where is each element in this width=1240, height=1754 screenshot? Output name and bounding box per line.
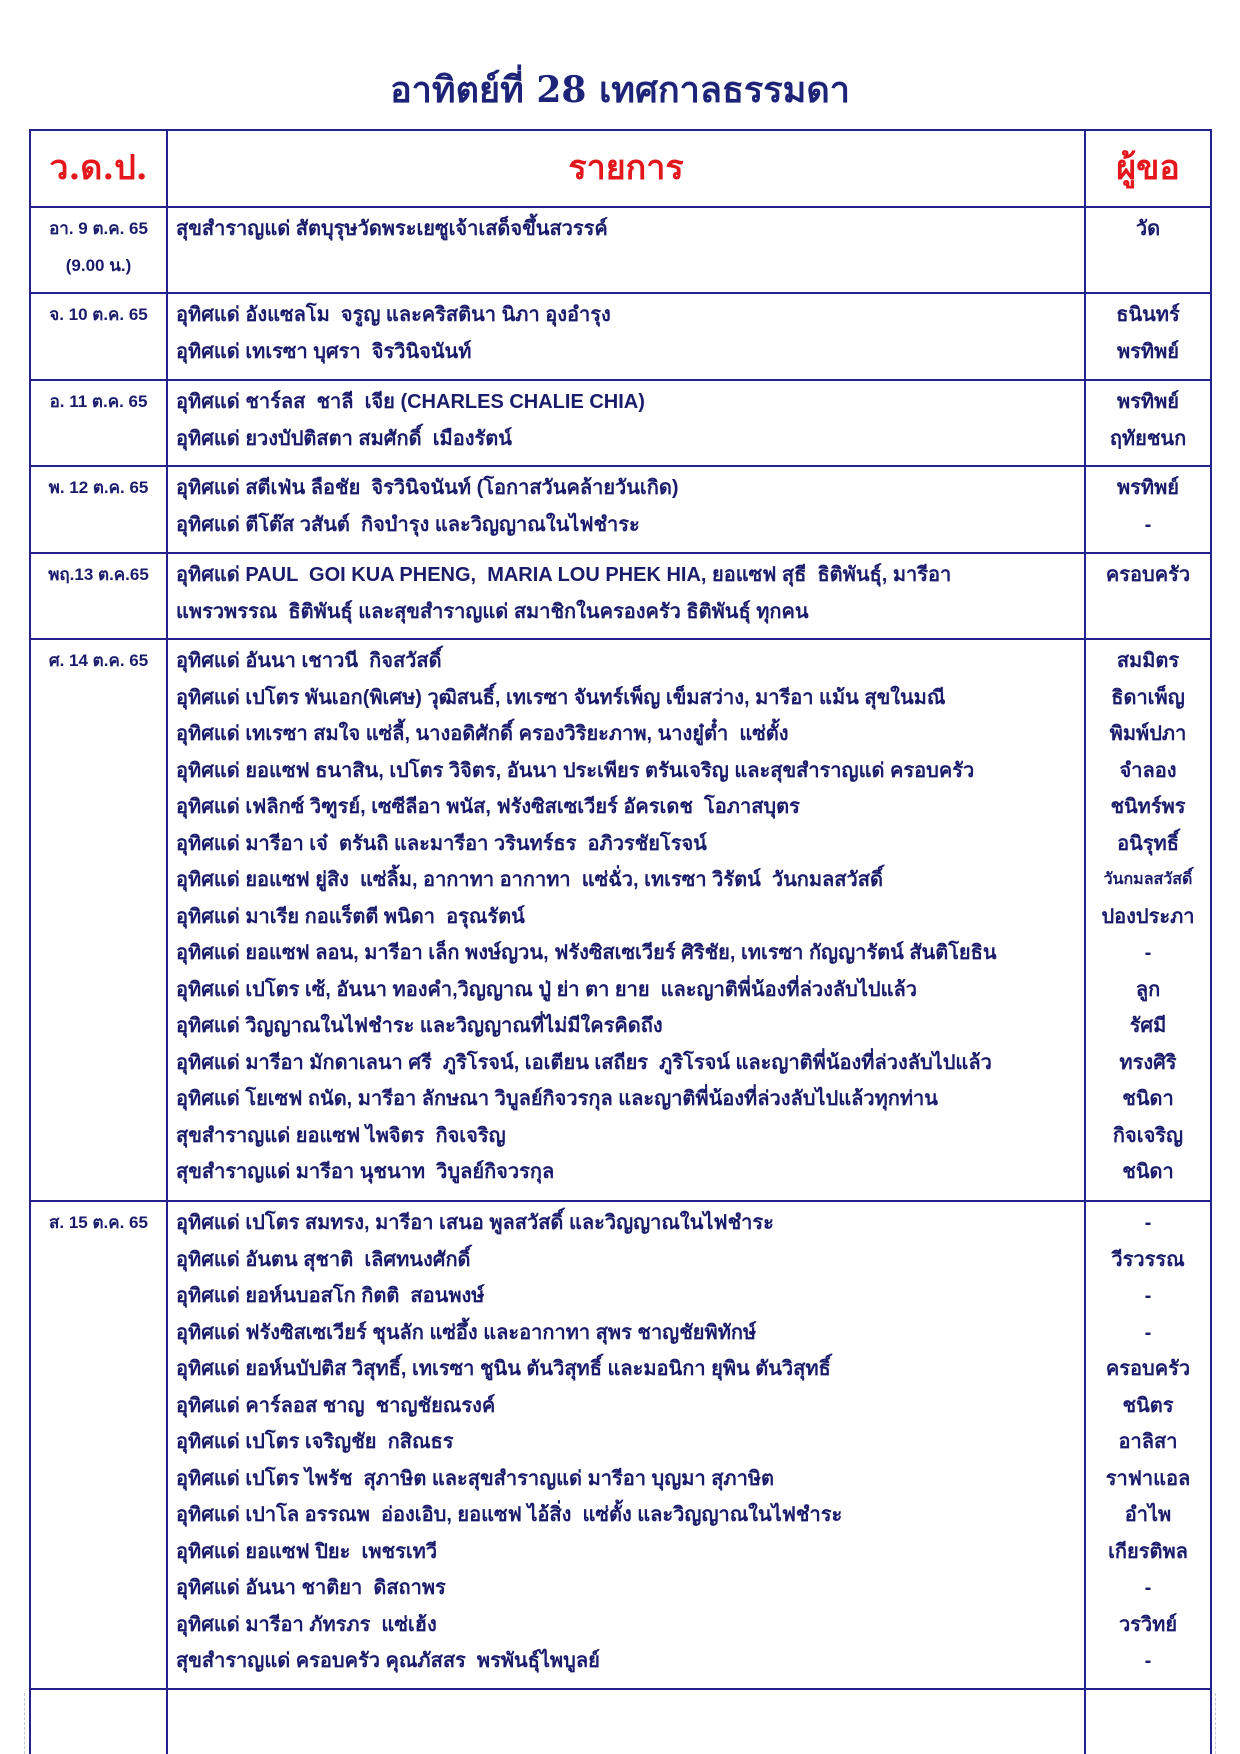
- item-line: อุทิศแด่ อังแซลโม จรูญ และคริสตินา นิภา อุงอำรุง: [176, 304, 611, 326]
- items-cell: [168, 1690, 1086, 1754]
- item-line: อุทิศแด่ เทเรซา บุศรา จิรวินิจนันท์: [176, 340, 472, 363]
- requester-line: -: [1144, 1577, 1152, 1599]
- item-line: อุทิศแด่ โยเซฟ ถนัด, มารีอา ลักษณา วิบูลย์กิจวรกุล และญาติพี่น้องที่ล่วงลับไปแล้วทุกท่าน: [176, 1088, 938, 1110]
- date-line: อ. 11 ต.ค. 65: [49, 392, 148, 411]
- date-cell: [31, 1690, 168, 1754]
- item-line: อุทิศแด่ ชาร์ลส ชาลี เจีย (CHARLES CHALIE CHIA): [176, 391, 645, 413]
- requester-line: พิมพ์ปภา: [1109, 723, 1187, 745]
- items-cell: [168, 554, 1086, 638]
- date-cell: [31, 640, 168, 1200]
- requester-line: ธนินทร์: [1116, 304, 1180, 326]
- item-line: อุทิศแด่ ยอแซฟ ปิยะ เพชรเทวี: [176, 1540, 438, 1563]
- items-cell: [168, 640, 1086, 1200]
- items-cell: [168, 381, 1086, 465]
- table-header-date: ว.ด.ป.: [31, 131, 168, 206]
- item-line: อุทิศแด่ เปโตร ไพรัช สุภาษิต และสุขสำราญแด่ มารีอา บุญมา สุภาษิต: [176, 1467, 775, 1490]
- date-cell: [31, 381, 168, 465]
- requester-line: พรทิพย์: [1116, 391, 1179, 413]
- requester-line: -: [1144, 1321, 1152, 1344]
- requester-line: รัศมี: [1129, 1015, 1167, 1037]
- item-line: อุทิศแด่ ยวงบัปติสตา สมศักดิ์ เมืองรัตน์: [176, 427, 512, 450]
- requester-line: -: [1144, 942, 1152, 964]
- requester-line: ชนิดา: [1122, 1161, 1174, 1183]
- requester-line: พรทิพย์: [1116, 477, 1179, 499]
- table-header-requester: ผู้ขอ: [1116, 148, 1180, 188]
- requester-line: อำไพ: [1124, 1504, 1172, 1526]
- date-cell: [31, 294, 168, 379]
- requester-cell: [1086, 294, 1210, 379]
- item-line: อุทิศแด่ ตีโต๊ส วสันต์ กิจบำรุง และวิญญาณในไฟชำระ: [176, 513, 640, 536]
- mass-intentions-table: [29, 129, 1212, 1754]
- item-line: สุขสำราญแด่ ยอแซฟ ไพจิตร กิจเจริญ: [176, 1124, 506, 1147]
- requester-cell: [1086, 467, 1210, 552]
- requester-line: วัด: [1135, 218, 1161, 240]
- item-line: อุทิศแด่ คาร์ลอส ชาญ ชาญชัยณรงค์: [176, 1394, 496, 1417]
- item-line: อุทิศแด่ ฟรังซิสเซเวียร์ ชุนลัก แซ่อึ้ง และอากาทา สุพร ชาญชัยพิทักษ์: [176, 1321, 757, 1344]
- item-line: อุทิศแด่ เปาโล อรรณพ อ่องเอิบ, ยอแซฟ ไอ้สิ่ง แซ่ตั้ง และวิญญาณในไฟชำระ: [176, 1504, 843, 1526]
- item-line: อุทิศแด่ วิญญาณในไฟชำระ และวิญญาณที่ไม่มีใครคิดถึง: [176, 1015, 663, 1037]
- date-line: จ. 10 ต.ค. 65: [49, 305, 148, 324]
- requester-line: เกียรติพล: [1108, 1540, 1188, 1563]
- page-title: อาทิตย์ที่ 28 เทศกาลธรรมดา: [390, 69, 850, 111]
- item-line: อุทิศแด่ อันนา เชาวนี กิจสวัสดิ์: [176, 650, 442, 672]
- requester-line: ชนิทร์พร: [1110, 796, 1186, 818]
- table-header-row: [31, 131, 1210, 208]
- date-line: (9.00 น.): [65, 255, 132, 275]
- requester-line: ปองประภา: [1101, 905, 1195, 928]
- date-cell: [31, 1202, 168, 1688]
- date-line: อา. 9 ต.ค. 65: [49, 219, 148, 238]
- requester-line: ฤทัยชนก: [1109, 427, 1187, 450]
- table-row: [31, 1202, 1210, 1690]
- item-line: อุทิศแด่ มารีอา เจ๋ ตรันถิ และมารีอา วรินทร์ธร อภิวรชัยโรจน์: [176, 832, 707, 855]
- item-line: อุทิศแด่ ยอห์นบัปติส วิสุทธิ์, เทเรซา ชูนิน ตันวิสุทธิ์ และมอนิกา ยุพิน ตันวิสุทธิ์: [176, 1358, 831, 1380]
- item-line: อุทิศแด่ มาเรีย กอแร็ตตี พนิดา อรุณรัตน์: [176, 905, 525, 928]
- requester-cell: [1086, 554, 1210, 638]
- item-line: สุขสำราญแด่ ครอบครัว คุณภัสสร พรพันธุ์ไพบูลย์: [176, 1650, 600, 1672]
- item-line: สุขสำราญแด่ มารีอา นุชนาท วิบูลย์กิจวรกุล: [176, 1161, 555, 1183]
- requester-line: -: [1144, 1650, 1152, 1672]
- item-line: อุทิศแด่ เฟลิกซ์ วิฑูรย์, เซซีลีอา พนัส, ฟรังซิสเซเวียร์ อัครเดช โอภาสบุตร: [176, 796, 800, 818]
- requester-line: -: [1144, 513, 1152, 536]
- date-cell: [31, 554, 168, 638]
- requester-line: ครอบครัว: [1105, 564, 1191, 586]
- table-row: [31, 381, 1210, 467]
- item-line: อุทิศแด่ มารีอา ภัทรภร แซ่เฮ้ง: [176, 1613, 437, 1636]
- requester-cell: [1086, 640, 1210, 1200]
- items-cell: [168, 1202, 1086, 1688]
- requester-line: -: [1144, 1285, 1152, 1307]
- page-border-dashed: [1215, 1693, 1216, 1754]
- item-line: อุทิศแด่ เปโตร เซ้, อันนา ทองคำ,วิญญาณ ปู่ ย่า ตา ยาย และญาติพี่น้องที่ล่วงลับไปแล้ว: [176, 978, 917, 1001]
- requester-line: ราฟาแอล: [1105, 1467, 1191, 1490]
- requester-line: ธิดาเพ็ญ: [1111, 686, 1185, 709]
- requester-line: จำลอง: [1119, 759, 1177, 782]
- item-line: อุทิศแด่ ยอแซฟ ยู่สิง แซ่ลิ้ม, อากาทา อากาทา แซ่ฉั่ว, เทเรซา วิรัตน์ วันกมลสวัสดิ์: [176, 869, 883, 891]
- requester-line: วีรวรรณ: [1111, 1248, 1185, 1271]
- requester-line: -: [1144, 1212, 1152, 1234]
- table-row-empty: [31, 1690, 1210, 1754]
- requester-cell: [1086, 1202, 1210, 1688]
- table-row: [31, 294, 1210, 381]
- requester-line: ชนิตร: [1122, 1394, 1174, 1417]
- date-cell: [31, 208, 168, 292]
- table-row: [31, 554, 1210, 640]
- requester-line: สมมิตร: [1116, 650, 1180, 672]
- table-row: [31, 467, 1210, 554]
- requester-line: ทรงศิริ: [1119, 1051, 1177, 1074]
- item-line: อุทิศแด่ ยอแซฟ ธนาสิน, เปโตร วิจิตร, อันนา ประเพียร ตรันเจริญ และสุขสำราญแด่ ครอบครัว: [176, 759, 975, 782]
- date-line: พ. 12 ต.ค. 65: [48, 478, 149, 497]
- table-header-items: รายการ: [168, 131, 1086, 206]
- items-cell: [168, 294, 1086, 379]
- requester-line: ชนิดา: [1122, 1088, 1174, 1110]
- item-line: อุทิศแด่ อันตน สุชาติ เลิศทนงศักดิ์: [176, 1248, 471, 1271]
- item-line: อุทิศแด่ ยอห์นบอสโก กิตติ สอนพงษ์: [176, 1285, 485, 1307]
- item-line: อุทิศแด่ PAUL GOI KUA PHENG, MARIA LOU PHEK HIA, ยอแซฟ สุธี ธิติพันธุ์, มารีอา: [176, 564, 952, 586]
- item-line: อุทิศแด่ เปโตร สมทรง, มารีอา เสนอ พูลสวัสดิ์ และวิญญาณในไฟชำระ: [176, 1212, 774, 1234]
- requester-cell: [1086, 1690, 1210, 1754]
- requester-line: อนิรุทธิ์: [1117, 832, 1179, 855]
- requester-line: วรวิทย์: [1118, 1613, 1178, 1636]
- item-line: แพรวพรรณ ธิติพันธุ์ และสุขสำราญแด่ สมาชิกในครองครัว ธิติพันธุ์ ทุกคน: [176, 600, 809, 623]
- requester-line: พรทิพย์: [1116, 340, 1179, 363]
- item-line: อุทิศแด่ เปโตร เจริญชัย กสิณธร: [176, 1431, 454, 1453]
- date-line: ส. 15 ต.ค. 65: [49, 1213, 148, 1232]
- requester-line: ลูก: [1135, 978, 1161, 1001]
- requester-line: อาลิสา: [1118, 1431, 1178, 1453]
- item-line: อุทิศแด่ เปโตร พันเอก(พิเศษ) วุฒิสนธิ์, เทเรซา จันทร์เพ็ญ เข็มสว่าง, มารีอา แม้น สุขในมณี: [176, 686, 946, 709]
- table-row: [31, 640, 1210, 1202]
- requester-line: ครอบครัว: [1105, 1358, 1191, 1380]
- item-line: อุทิศแด่ ยอแซฟ ลอน, มารีอา เล็ก พงษ์ญวน, ฟรังซิสเซเวียร์ ศิริชัย, เทเรซา กัญญารัตน์ สันติโยธิน: [176, 942, 997, 964]
- items-cell: [168, 467, 1086, 552]
- requester-cell: [1086, 208, 1210, 292]
- page-border-dashed: [24, 1693, 25, 1754]
- date-cell: [31, 467, 168, 552]
- item-line: อุทิศแด่ เทเรซา สมใจ แซ่ลี้, นางอดิศักดิ์ ครองวิริยะภาพ, นางยู๋ต๋ำ แซ่ตั้ง: [176, 723, 789, 745]
- date-line: พฤ.13 ต.ค.65: [48, 565, 149, 584]
- requester-line: กิจเจริญ: [1112, 1124, 1184, 1147]
- date-line: ศ. 14 ต.ค. 65: [48, 651, 149, 670]
- items-cell: [168, 208, 1086, 292]
- item-line: อุทิศแด่ มารีอา มักดาเลนา ศรี ภูริโรจน์, เอเตียน เสถียร ภูริโรจน์ และญาติพี่น้องที่ล่วงลับไปแล้ว: [176, 1051, 992, 1074]
- table-row: [31, 208, 1210, 294]
- requester-cell: [1086, 381, 1210, 465]
- requester-line: วันกมลสวัสดิ์: [1103, 871, 1193, 888]
- item-line: อุทิศแด่ อันนา ชาติยา ดิสถาพร: [176, 1577, 446, 1599]
- item-line: สุขสำราญแด่ สัตบุรุษวัดพระเยซูเจ้าเสด็จขึ้นสวรรค์: [176, 218, 608, 240]
- item-line: อุทิศแด่ สตีเฟ่น ลือชัย จิรวินิจนันท์ (โอกาสวันคล้ายวันเกิด): [176, 477, 679, 499]
